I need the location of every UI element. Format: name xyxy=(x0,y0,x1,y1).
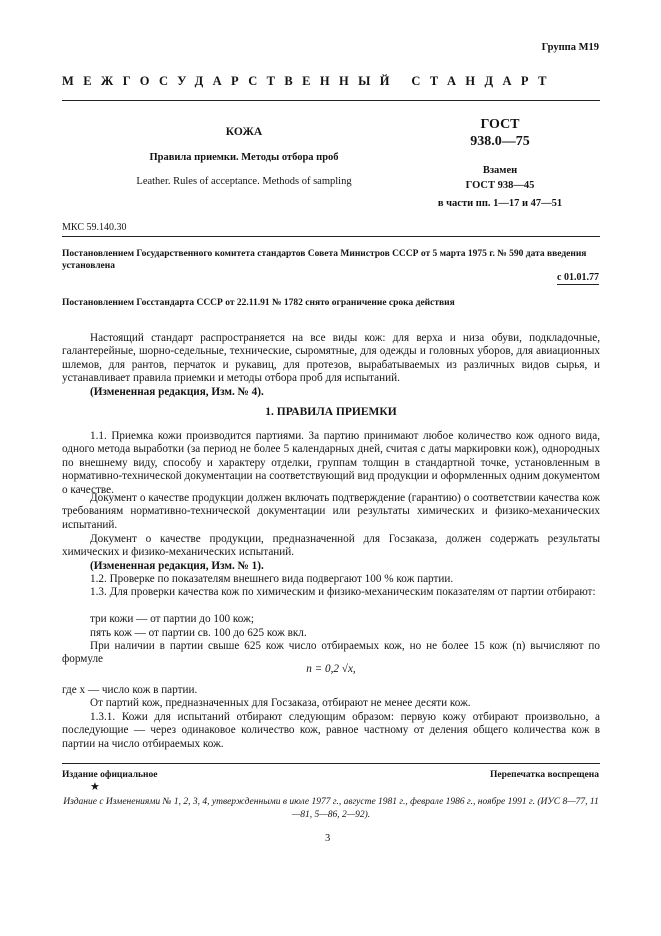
clause-1-1: 1.1. Приемка кожи производится партиями. За партию принимают любое количество кож одного вида, одного метода выработки (за период не более 5 календарных дней, считая с даты маркировки кож), однородных по внешнему виду, способу и характеру отделки, группам толщин в стандартной точке, установленным в нормативно-технической документации на соответствующий вид продукции и оформленных одним документом о качестве. xyxy=(62,430,600,496)
replace-label: Взамен xyxy=(482,165,518,176)
gost-designation xyxy=(420,116,580,150)
clause-1-3-formula-intro: При наличии в партии свыше 625 кож число отбираемых кож, но не более 15 кож (n) вычисляют по формуле xyxy=(62,640,600,666)
clause-1-1-quality-doc: Документ о качестве продукции должен включать подтверждение (гарантию) о соответствии качества кож требованиям нормативно-технической документации или результаты химических и физико-механических испытаний. xyxy=(62,492,600,531)
clause-1-3-item-a: три кожи — от партии до 100 кож; xyxy=(90,613,254,625)
standard-banner: МЕЖГОСУДАРСТВЕННЫЙ СТАНДАРТ xyxy=(62,74,556,88)
mks-rule xyxy=(62,236,600,237)
mks-code: МКС 59.140.30 xyxy=(62,222,127,233)
clause-1-3: 1.3. Для проверки качества кож по химическим и физико-механическим показателям от партии отбирают: xyxy=(90,586,596,598)
group-code: Группа М19 xyxy=(541,42,599,53)
formula-where: где x — число кож в партии. xyxy=(62,684,198,696)
replace-gost: ГОСТ 938—45 xyxy=(465,180,535,191)
doc-title: КОЖА xyxy=(225,126,263,138)
clause-1-3-1: 1.3.1. Кожи для испытаний отбирают следующим образом: первую кожу отбирают произвольно, а последующие — через одинаковое количество кож, равное частному от деления общего количества кож в партии на число отбираемых кож. xyxy=(62,711,600,750)
clause-1-3-item-b: пять кож — от партии св. 100 до 625 кож вкл. xyxy=(90,627,307,639)
doc-subtitle: Правила приемки. Методы отбора проб xyxy=(149,152,339,163)
amendment-note-4: (Измененная редакция, Изм. № 4). xyxy=(90,386,264,398)
reprint-prohibited: Перепечатка воспрещена xyxy=(489,770,599,780)
sample-size-formula: n = 0,2 √x, xyxy=(306,663,356,675)
section-heading: 1. ПРАВИЛА ПРИЕМКИ xyxy=(265,406,397,418)
doc-english-title: Leather. Rules of acceptance. Methods of sampling xyxy=(136,176,352,187)
clause-1-2: 1.2. Проверке по показателям внешнего вида подвергают 100 % кож партии. xyxy=(90,573,454,585)
clause-1-3-state-order: От партий кож, предназначенных для Госзаказа, отбирают не менее десяти кож. xyxy=(90,697,471,709)
replace-parts: в части пп. 1—17 и 47—51 xyxy=(437,198,563,209)
header-rule xyxy=(62,100,600,101)
decree-2: Постановлением Госстандарта СССР от 22.11.91 № 1782 снято ограничение срока действия xyxy=(62,298,455,308)
official-edition: Издание официальное xyxy=(62,770,158,780)
introduction-date: с 01.01.77 xyxy=(557,272,599,283)
decree-1: Постановлением Государственного комитета стандартов Совета Министров СССР от 5 марта 1975 г. № 590 дата введения установлена xyxy=(62,249,587,271)
gost-label: ГОСТ xyxy=(480,117,520,132)
clause-1-1-state-order: Документ о качестве продукции, предназначенной для Госзаказа, должен содержать результаты химических и физико-механических испытаний. xyxy=(62,533,600,559)
amendment-note-1: (Измененная редакция, Изм. № 1). xyxy=(90,560,264,572)
replaces-block xyxy=(420,163,580,211)
page-number: 3 xyxy=(325,833,331,844)
edition-note: Издание с Изменениями № 1, 2, 3, 4, утвержденными в июле 1977 г., августе 1981 г., феврале 1986 г., ноябре 1991 г. (ИУС 8—77, 11—81, 5—86, 2—92). xyxy=(63,797,599,820)
star-icon: ★ xyxy=(90,781,100,793)
gost-number: 938.0—75 xyxy=(470,134,530,149)
footer-rule xyxy=(62,763,600,764)
intro-paragraph: Настоящий стандарт распространяется на все виды кож: для верха и низа обуви, подкладочные, галантерейные, шорно-седельные, технические, сыромятные, для одежды и головных уборов, для авиационных шлемов, для рантов, перчаток и рукавиц, для протезов, вырабатываемых из различных видов сырья, и устанавливает правила приемки и методы отбора проб для испытаний. xyxy=(62,332,600,385)
